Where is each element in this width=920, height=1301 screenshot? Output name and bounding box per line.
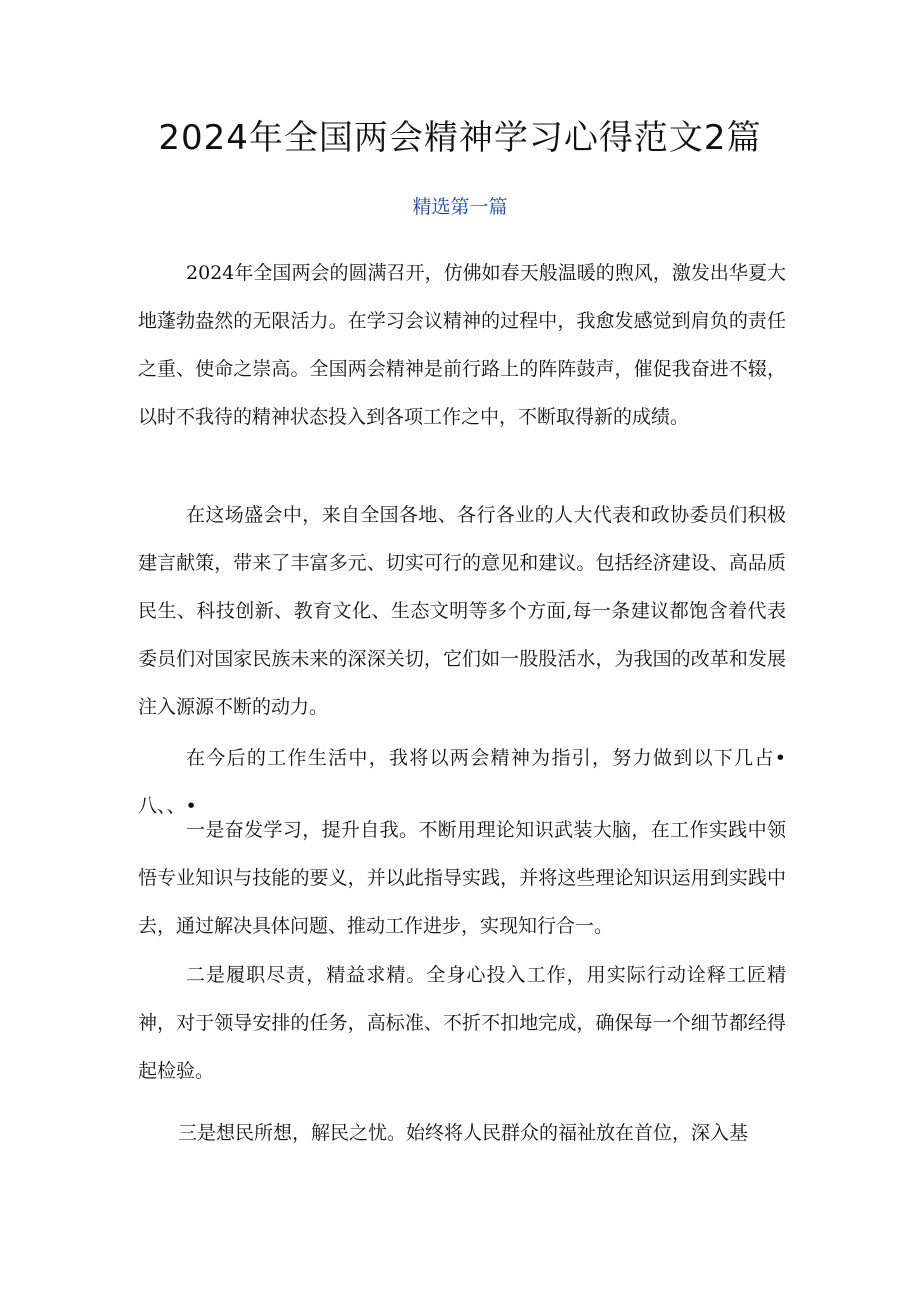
paragraph-1: 2024年全国两会的圆满召开，仿佛如春天般温暖的煦风，激发出华夏大地蓬勃盎然的无限活力。在学习会议精神的过程中，我愈发感觉到肩负的责任之重、使命之崇高。全国两会精神是前行路上的阵阵鼓声，催促我奋进不辍，以时不我待的精神状态投入到各项工作之中，不断取得新的成绩。 xyxy=(138,262,786,428)
section-subtitle: 精选第一篇 xyxy=(412,196,508,218)
paragraph-2: 在这场盛会中，来自全国各地、各行各业的人大代表和政协委员们积极建言献策，带来了丰富多元、切实可行的意见和建议。包括经济建设、高品质民生、科技创新、教育文化、生态文明等多个方面,每一条建议都饱含着代表委员们对国家民族未来的深深关切，它们如一股股活水，为我国的改革和发展注入源源不断的动力。 xyxy=(138,504,786,718)
paragraph-4: 一是奋发学习，提升自我。不断用理论知识武装大脑，在工作实践中领悟专业知识与技能的要义，并以此指导实践，并将这些理论知识运用到实践中去，通过解决具体问题、推动工作进步，实现知行合一。 xyxy=(138,819,786,937)
paragraph-6: 三是想民所想，解民之忧。始终将人民群众的福祉放在首位，深入基 xyxy=(178,1122,749,1144)
paragraph-5: 二是履职尽责，精益求精。全身心投入工作，用实际行动诠释工匠精神，对于领导安排的任务，高标准、不折不扣地完成，确保每一个细节都经得起检验。 xyxy=(138,964,786,1082)
document-title: 2024年全国两会精神学习心得范文2篇 xyxy=(158,118,762,158)
paragraph-3: 在今后的工作生活中，我将以两会精神为指引，努力做到以下几占•八、、• xyxy=(138,747,786,817)
